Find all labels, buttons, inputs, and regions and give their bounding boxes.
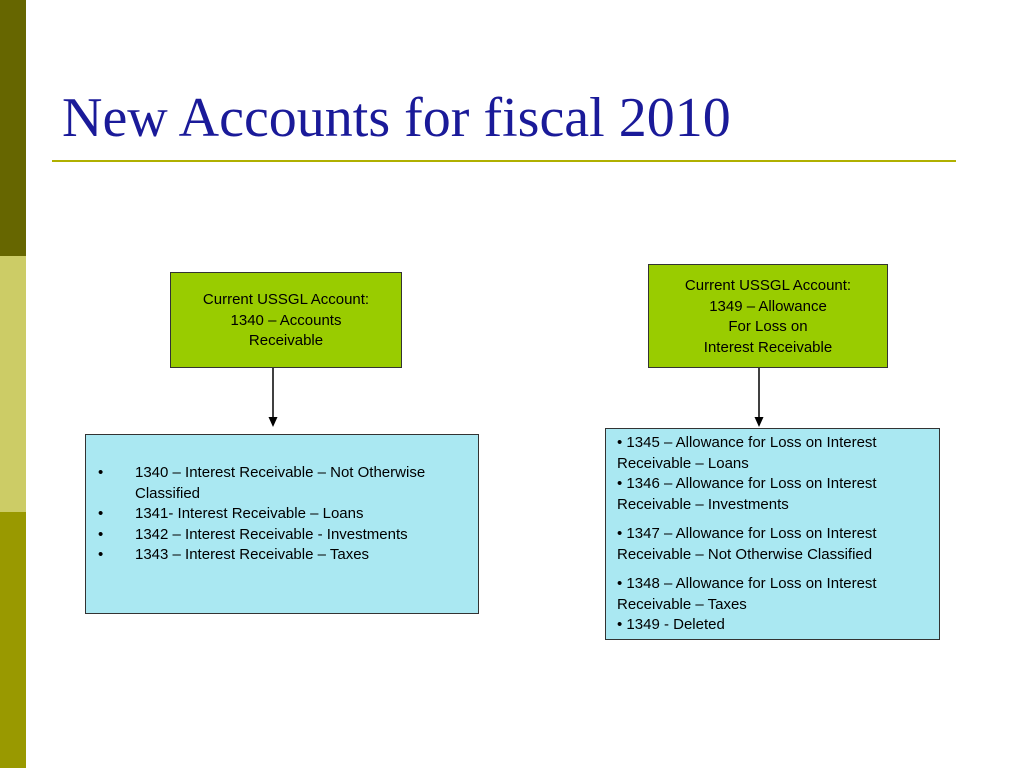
list-item: • 1349 - Deleted (617, 616, 725, 633)
arrow-left (269, 368, 278, 427)
bullet-list (86, 463, 478, 566)
list-item: • 1345 – Allowance for Loss on Interest Receivable – Loans (617, 434, 877, 472)
new-accounts-list-left (85, 434, 479, 614)
decorative-band-middle (0, 256, 26, 512)
list-item-text: 1341- Interest Receivable – Loans (135, 505, 364, 522)
list-item-text: 1343 – Interest Receivable – Taxes (135, 546, 370, 563)
bullet-marker: • (98, 464, 104, 481)
list-item (86, 463, 478, 504)
list-item-text: 1340 – Interest Receivable – Not Otherwise Classified (135, 464, 426, 502)
account-box-line: 1349 – Allowance (709, 297, 827, 315)
arrow-right (755, 368, 764, 427)
account-box-line: Receivable (248, 332, 324, 349)
list-item: • 1348 – Allowance for Loss on Interest Receivable – Taxes (617, 575, 877, 613)
account-box-1340 (170, 272, 402, 368)
list-item-text: 1342 – Interest Receivable - Investments (135, 525, 408, 543)
account-box-line: Current USSGL Account: (202, 291, 370, 308)
account-box-line: Interest Receivable (703, 338, 833, 356)
list-item (86, 504, 478, 525)
list-item (86, 545, 478, 566)
account-box-line: 1340 – Accounts (230, 311, 342, 329)
list-item: • 1347 – Allowance for Loss on Interest Receivable – Not Otherwise Classified (617, 525, 877, 563)
list-item (86, 525, 478, 546)
account-box-1349 (648, 264, 888, 368)
decorative-band-bottom (0, 512, 26, 768)
list-item: • 1346 – Allowance for Loss on Interest Receivable – Investments (617, 475, 877, 513)
bullet-marker: • (98, 525, 104, 543)
decorative-band-top (0, 0, 26, 256)
new-accounts-list-right (605, 428, 940, 640)
account-box-line: Current USSGL Account: (684, 277, 852, 294)
bullet-marker: • (98, 505, 104, 522)
slide-title: New Accounts for fiscal 2010 (62, 87, 731, 149)
account-box-line: For Loss on (728, 318, 808, 335)
title-underline (52, 160, 956, 162)
bullet-marker: • (98, 546, 104, 563)
